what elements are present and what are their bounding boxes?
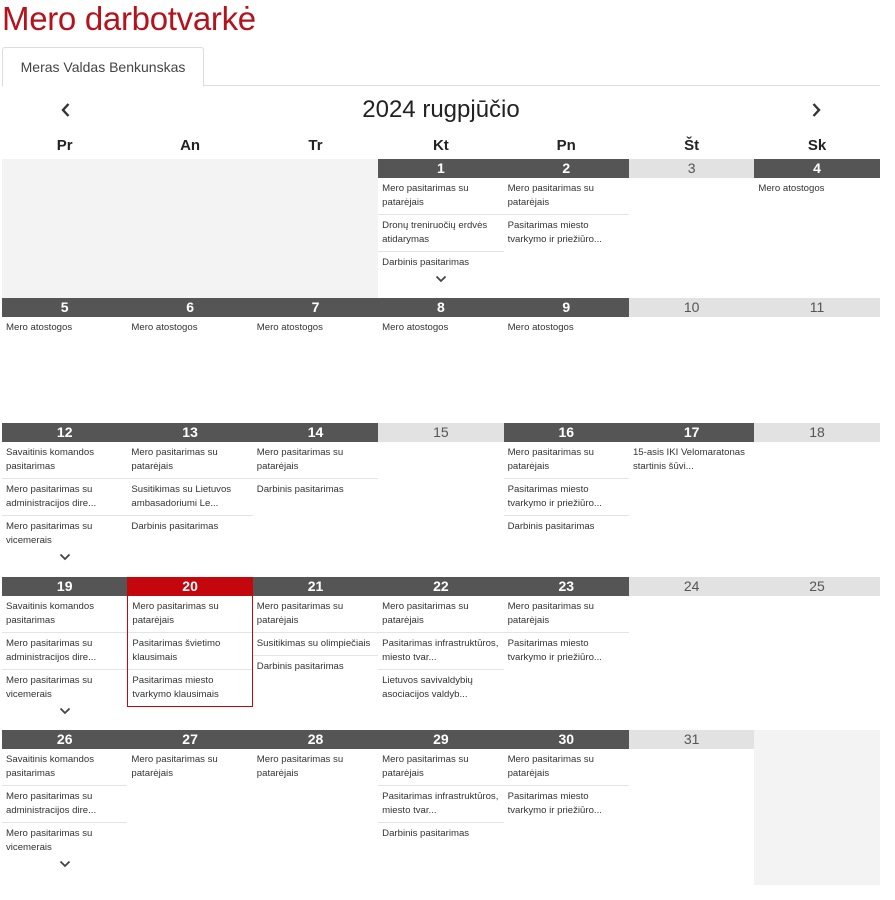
show-more-events-button[interactable] bbox=[2, 706, 127, 720]
next-month-button[interactable] bbox=[804, 98, 828, 122]
calendar-day[interactable] bbox=[2, 577, 127, 730]
calendar-day[interactable] bbox=[2, 423, 127, 577]
day-number: 20 bbox=[127, 577, 252, 596]
day-number: 23 bbox=[504, 577, 629, 596]
event-list bbox=[127, 317, 252, 339]
calendar-event[interactable]: Mero pasitarimas su patarėjais bbox=[131, 754, 218, 779]
calendar-event[interactable]: Pasitarimas infrastruktūros, miesto tvar... bbox=[378, 786, 503, 823]
calendar-event[interactable]: Mero pasitarimas su vicemerais bbox=[6, 521, 93, 546]
calendar-event[interactable]: Mero pasitarimas su patarėjais bbox=[378, 596, 503, 633]
day-number: 22 bbox=[378, 577, 503, 596]
day-number: 29 bbox=[378, 730, 503, 749]
calendar-day[interactable] bbox=[629, 298, 754, 423]
event-list bbox=[378, 317, 503, 339]
day-number: 17 bbox=[629, 423, 754, 442]
event-list bbox=[2, 442, 127, 552]
day-number: 19 bbox=[2, 577, 127, 596]
day-number: 31 bbox=[629, 730, 754, 749]
event-list bbox=[127, 596, 252, 707]
event-list bbox=[754, 178, 879, 200]
day-number: 15 bbox=[378, 423, 503, 442]
event-list bbox=[127, 749, 252, 785]
calendar-day[interactable] bbox=[629, 423, 754, 577]
calendar-header bbox=[2, 92, 880, 128]
calendar-day[interactable] bbox=[127, 730, 252, 885]
day-number: 18 bbox=[754, 423, 879, 442]
calendar-week-row bbox=[2, 423, 880, 577]
day-number: 28 bbox=[253, 730, 378, 749]
day-number: 26 bbox=[2, 730, 127, 749]
day-number: 27 bbox=[127, 730, 252, 749]
event-list bbox=[253, 749, 378, 785]
calendar-empty-cell bbox=[2, 159, 127, 298]
chevron-down-icon bbox=[435, 270, 447, 287]
calendar-day[interactable] bbox=[504, 423, 629, 577]
show-more-events-button[interactable] bbox=[378, 274, 503, 288]
calendar-event[interactable]: Lietuvos savivaldybių asociacijos valdyb... bbox=[382, 675, 473, 700]
show-more-events-button[interactable] bbox=[2, 552, 127, 566]
calendar-event[interactable]: Susitikimas su Lietuvos ambasadoriumi Le... bbox=[127, 479, 252, 516]
calendar-event[interactable]: Savaitinis komandos pasitarimas bbox=[2, 442, 127, 479]
calendar-event[interactable]: Mero pasitarimas su patarėjais bbox=[253, 596, 378, 633]
event-list bbox=[504, 749, 629, 822]
calendar-event[interactable]: Mero pasitarimas su administracijos dire... bbox=[2, 479, 127, 516]
tab-mayor[interactable]: Meras Valdas Benkunskas bbox=[2, 47, 204, 87]
day-number: 24 bbox=[629, 577, 754, 596]
calendar-day[interactable] bbox=[504, 730, 629, 885]
calendar-event[interactable]: Mero atostogos bbox=[758, 183, 825, 194]
calendar-day[interactable] bbox=[253, 730, 378, 885]
event-list bbox=[2, 749, 127, 859]
calendar-day[interactable] bbox=[253, 423, 378, 577]
calendar-event[interactable]: Mero pasitarimas su administracijos dire... bbox=[2, 633, 127, 670]
calendar-event[interactable]: Mero pasitarimas su patarėjais bbox=[378, 749, 503, 786]
calendar-event[interactable]: Savaitinis komandos pasitarimas bbox=[2, 596, 127, 633]
tab-bar bbox=[2, 47, 880, 86]
calendar-day[interactable] bbox=[127, 423, 252, 577]
calendar-event[interactable]: Mero pasitarimas su patarėjais bbox=[504, 442, 629, 479]
calendar-event[interactable]: Darbinis pasitarimas bbox=[507, 521, 595, 532]
calendar-day[interactable] bbox=[754, 298, 879, 423]
show-more-events-button[interactable] bbox=[2, 859, 127, 873]
event-list bbox=[2, 596, 127, 706]
calendar-event[interactable]: Mero pasitarimas su patarėjais bbox=[504, 596, 629, 633]
calendar-day[interactable] bbox=[378, 298, 503, 423]
weekday-label: Št bbox=[684, 137, 700, 154]
calendar-event[interactable]: Mero pasitarimas su patarėjais bbox=[256, 754, 344, 779]
event-list bbox=[504, 317, 629, 339]
calendar-event[interactable]: Mero pasitarimas su vicemerais bbox=[6, 675, 93, 700]
calendar-event[interactable]: Mero pasitarimas su patarėjais bbox=[128, 596, 251, 633]
calendar-day[interactable] bbox=[504, 159, 629, 298]
calendar-empty-cell bbox=[127, 159, 252, 298]
calendar-event[interactable]: Darbinis pasitarimas bbox=[256, 661, 344, 672]
calendar-day[interactable] bbox=[754, 577, 879, 730]
event-list bbox=[504, 596, 629, 669]
calendar-event[interactable]: 15-asis IKI Velomaratonas startinis šūvi... bbox=[632, 447, 745, 472]
event-list bbox=[378, 596, 503, 706]
month-title: 2024 rugpjūčio bbox=[362, 96, 520, 123]
calendar-day-today[interactable] bbox=[127, 577, 252, 730]
calendar-event[interactable]: Mero atostogos bbox=[131, 322, 198, 333]
event-list bbox=[378, 178, 503, 274]
event-list bbox=[253, 596, 378, 678]
event-list bbox=[127, 442, 252, 538]
calendar-event[interactable]: Susitikimas su olimpiečiais bbox=[253, 633, 378, 656]
day-number: 12 bbox=[2, 423, 127, 442]
calendar-week-row bbox=[2, 577, 880, 730]
calendar-day[interactable] bbox=[253, 298, 378, 423]
day-number: 7 bbox=[253, 298, 378, 317]
day-number: 21 bbox=[253, 577, 378, 596]
calendar-day[interactable] bbox=[2, 298, 127, 423]
calendar-day[interactable] bbox=[378, 423, 503, 577]
calendar-week-row bbox=[2, 298, 880, 423]
calendar-week-row bbox=[2, 730, 880, 885]
day-number: 13 bbox=[127, 423, 252, 442]
calendar-event[interactable]: Darbinis pasitarimas bbox=[256, 484, 344, 495]
weekday-label: Tr bbox=[308, 137, 323, 154]
weekday-label: Sk bbox=[807, 137, 827, 154]
calendar-day[interactable] bbox=[754, 159, 879, 298]
page-title: Mero darbotvarkė bbox=[2, 0, 256, 37]
event-list bbox=[378, 749, 503, 845]
weekday-label: Pn bbox=[556, 137, 576, 154]
calendar-event[interactable]: Mero pasitarimas su administracijos dire... bbox=[2, 786, 127, 823]
calendar-day[interactable] bbox=[378, 159, 503, 298]
calendar-event[interactable]: Darbinis pasitarimas bbox=[382, 828, 470, 839]
weekday-label: Kt bbox=[432, 137, 449, 154]
event-list bbox=[253, 317, 378, 339]
day-number: 10 bbox=[629, 298, 754, 317]
calendar-event[interactable]: Dronų treniruočių erdvės atidarymas bbox=[378, 215, 503, 252]
calendar-day[interactable] bbox=[754, 423, 879, 577]
calendar-event[interactable]: Mero pasitarimas su patarėjais bbox=[253, 442, 378, 479]
day-number: 11 bbox=[754, 298, 879, 317]
calendar-event[interactable]: Mero pasitarimas su vicemerais bbox=[6, 828, 93, 853]
calendar-event[interactable]: Pasitarimas miesto tvarkymo ir priežiūro... bbox=[507, 638, 602, 663]
event-list bbox=[504, 442, 629, 538]
chevron-right-icon bbox=[804, 98, 828, 122]
calendar-day[interactable] bbox=[629, 159, 754, 298]
calendar-day[interactable] bbox=[504, 577, 629, 730]
calendar-empty-cell bbox=[754, 730, 879, 885]
calendar-event[interactable]: Darbinis pasitarimas bbox=[131, 521, 219, 532]
calendar-event[interactable]: Pasitarimas švietimo klausimais bbox=[128, 633, 251, 670]
calendar-event[interactable]: Mero atostogos bbox=[507, 322, 574, 333]
calendar-day[interactable] bbox=[378, 730, 503, 885]
calendar-day[interactable] bbox=[127, 298, 252, 423]
calendar-event[interactable]: Mero atostogos bbox=[256, 322, 323, 333]
calendar-day[interactable] bbox=[253, 577, 378, 730]
calendar-event[interactable]: Mero atostogos bbox=[382, 322, 449, 333]
day-number: 1 bbox=[378, 159, 503, 178]
weekday-header-row bbox=[2, 136, 880, 156]
event-list bbox=[629, 442, 754, 478]
calendar-day[interactable] bbox=[2, 730, 127, 885]
calendar-event[interactable]: Darbinis pasitarimas bbox=[382, 257, 470, 268]
day-number: 8 bbox=[378, 298, 503, 317]
calendar-event[interactable]: Mero pasitarimas su patarėjais bbox=[504, 178, 629, 215]
calendar-day[interactable] bbox=[629, 577, 754, 730]
day-number: 16 bbox=[504, 423, 629, 442]
day-number: 3 bbox=[629, 159, 754, 178]
day-number: 5 bbox=[2, 298, 127, 317]
chevron-down-icon bbox=[59, 548, 71, 565]
day-number: 14 bbox=[253, 423, 378, 442]
calendar-event[interactable]: Mero atostogos bbox=[6, 322, 73, 333]
calendar-event[interactable]: Savaitinis komandos pasitarimas bbox=[2, 749, 127, 786]
event-list bbox=[253, 442, 378, 501]
calendar-event[interactable]: Pasitarimas miesto tvarkymo ir priežiūro... bbox=[504, 479, 629, 516]
day-number: 6 bbox=[127, 298, 252, 317]
calendar-event[interactable]: Mero pasitarimas su patarėjais bbox=[378, 178, 503, 215]
chevron-down-icon bbox=[59, 702, 71, 719]
calendar-event[interactable]: Mero pasitarimas su patarėjais bbox=[127, 442, 252, 479]
calendar-event[interactable]: Mero pasitarimas su patarėjais bbox=[504, 749, 629, 786]
day-number: 2 bbox=[504, 159, 629, 178]
calendar-day[interactable] bbox=[378, 577, 503, 730]
calendar-empty-cell bbox=[253, 159, 378, 298]
calendar-event[interactable]: Pasitarimas miesto tvarkymo ir priežiūro... bbox=[507, 220, 602, 245]
day-number: 25 bbox=[754, 577, 879, 596]
calendar-day[interactable] bbox=[629, 730, 754, 885]
weekday-label: An bbox=[180, 137, 201, 154]
calendar-day[interactable] bbox=[504, 298, 629, 423]
chevron-down-icon bbox=[59, 855, 71, 872]
day-number: 4 bbox=[754, 159, 879, 178]
calendar-week-row bbox=[2, 159, 880, 298]
weekday-label: Pr bbox=[56, 137, 73, 154]
event-list bbox=[504, 178, 629, 251]
calendar-event[interactable]: Pasitarimas miesto tvarkymo klausimais bbox=[132, 675, 219, 700]
event-list bbox=[2, 317, 127, 339]
calendar-event[interactable]: Pasitarimas miesto tvarkymo ir priežiūro... bbox=[507, 791, 602, 816]
calendar-event[interactable]: Pasitarimas infrastruktūros, miesto tvar... bbox=[378, 633, 503, 670]
day-number: 30 bbox=[504, 730, 629, 749]
day-number: 9 bbox=[504, 298, 629, 317]
calendar-grid bbox=[2, 159, 880, 885]
